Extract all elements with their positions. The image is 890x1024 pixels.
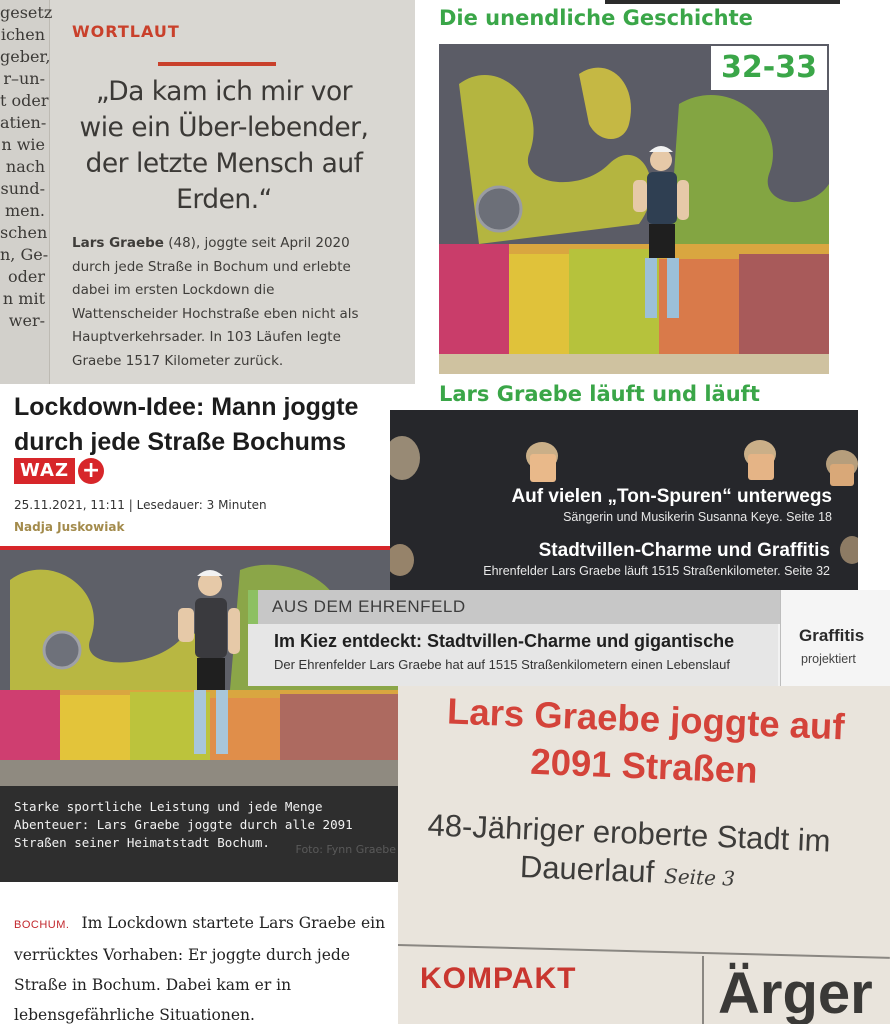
quote: „Da kam ich mir vor wie ein Über-lebender, der letzte Mensch auf Erden.“ <box>79 76 369 215</box>
person-name: Lars Graebe <box>72 235 164 251</box>
toc-item-title: Stadtvillen-Charme und Graffitis <box>538 540 830 561</box>
column-divider <box>702 956 704 1024</box>
subheadline-text: 48-Jähriger eroberte Stadt im Dauerlauf <box>426 807 832 890</box>
red-rule <box>158 62 276 66</box>
headline: Lars Graebe joggte auf 2091 Straßen <box>446 690 846 791</box>
toc-clipping <box>390 410 858 590</box>
adjacent-teaser-subtitle: projektiert <box>801 652 856 666</box>
photo-caption: Starke sportliche Leistung und jede Menge Abenteuer: Lars Graebe joggte durch alle 2091 Straßen seiner Heimatstadt Bochum. <box>14 799 353 850</box>
article-body-text: Im Lockdown startete Lars Graebe ein verrücktes Vorhaben: Er joggte durch jede Straße in Bochum. Dabei kam er in lebensgefährliche Situationen. <box>14 914 386 1024</box>
section-label: WORTLAUT <box>72 22 180 41</box>
headline: Die unendliche Geschichte <box>439 6 753 30</box>
page-reference: Seite 3 <box>663 863 736 891</box>
column-line: wer- <box>8 311 45 330</box>
column-line: r–un- <box>3 69 45 88</box>
subheadline <box>417 806 840 902</box>
article-meta: 25.11.2021, 11:11 | Lesedauer: 3 Minuten <box>14 498 267 512</box>
column-line: atien- <box>0 113 47 132</box>
body-text: (48), joggte seit April 2020 durch jede Straße in Bochum und erlebte dabei im ersten Lockdown die Wattenscheider Hochstraße eben nicht als Hauptverkehrsader. In 103 Läufen legte Graebe 1517 Kilometer zurück. <box>72 235 359 369</box>
waz-logo-text: WAZ <box>14 458 75 484</box>
graffiti-photo <box>439 44 829 374</box>
graffiti-photo-image <box>439 44 829 374</box>
column-line: ichen <box>0 25 45 44</box>
column-line: geber, <box>0 47 51 66</box>
caption: Lars Graebe läuft und läuft <box>439 382 760 406</box>
column-line: t oder <box>0 91 49 110</box>
green-marker <box>248 590 258 624</box>
column-line: n, Ge- <box>0 245 49 264</box>
page-numbers: 32-33 <box>711 46 827 90</box>
joggte-clipping <box>398 686 890 1024</box>
photo-caption-box <box>0 786 400 882</box>
toc-item <box>511 486 832 524</box>
column-line: schen <box>0 223 48 242</box>
divider <box>398 944 890 959</box>
dateline: BOCHUM. <box>14 919 70 931</box>
adjacent-column-text <box>0 0 53 384</box>
column-line: men. <box>4 201 45 220</box>
toc-item-subtitle: Ehrenfelder Lars Graebe läuft 1515 Straßenkilometer. Seite 32 <box>483 564 830 578</box>
column-line: n wie <box>1 135 45 154</box>
column-line: gesetz <box>0 3 53 22</box>
article-body <box>14 908 394 1024</box>
author-name: Nadja Juskowiak <box>14 520 125 534</box>
adjacent-teaser-title: Graffitis <box>799 626 865 645</box>
column-line: nach <box>5 157 45 176</box>
plus-icon: + <box>78 458 104 484</box>
cut-headline: Ärger <box>718 961 873 1024</box>
toc-item <box>483 540 830 578</box>
toc-item-subtitle: Sängerin und Musikerin Susanna Keye. Seite 18 <box>563 510 832 524</box>
section-label: AUS DEM EHRENFELD <box>272 597 466 616</box>
adjacent-teaser <box>780 590 890 686</box>
ehrenfeld-clipping <box>248 590 890 686</box>
wortlaut-clipping <box>0 0 415 384</box>
section-label: KOMPAKT <box>420 962 577 995</box>
quote-body <box>72 232 372 373</box>
photo-credit: Foto: Fynn Graebe <box>295 843 396 856</box>
column-line: oder <box>8 267 45 286</box>
column-line: n mit <box>2 289 45 308</box>
teaser-headline: Im Kiez entdeckt: Stadtvillen-Charme und gigantische <box>274 631 735 651</box>
geschichte-clipping <box>415 0 840 410</box>
waz-logo <box>14 458 104 484</box>
article-title: Lockdown-Idee: Mann joggte durch jede Straße Bochums <box>14 393 359 456</box>
toc-item-title: Auf vielen „Ton-Spuren“ unterwegs <box>511 486 832 507</box>
top-bar <box>605 0 840 4</box>
column-line: sund- <box>0 179 45 198</box>
teaser-subline: Der Ehrenfelder Lars Graebe hat auf 1515 Straßenkilometern einen Lebenslauf <box>274 657 731 672</box>
waz-article <box>0 384 400 1024</box>
